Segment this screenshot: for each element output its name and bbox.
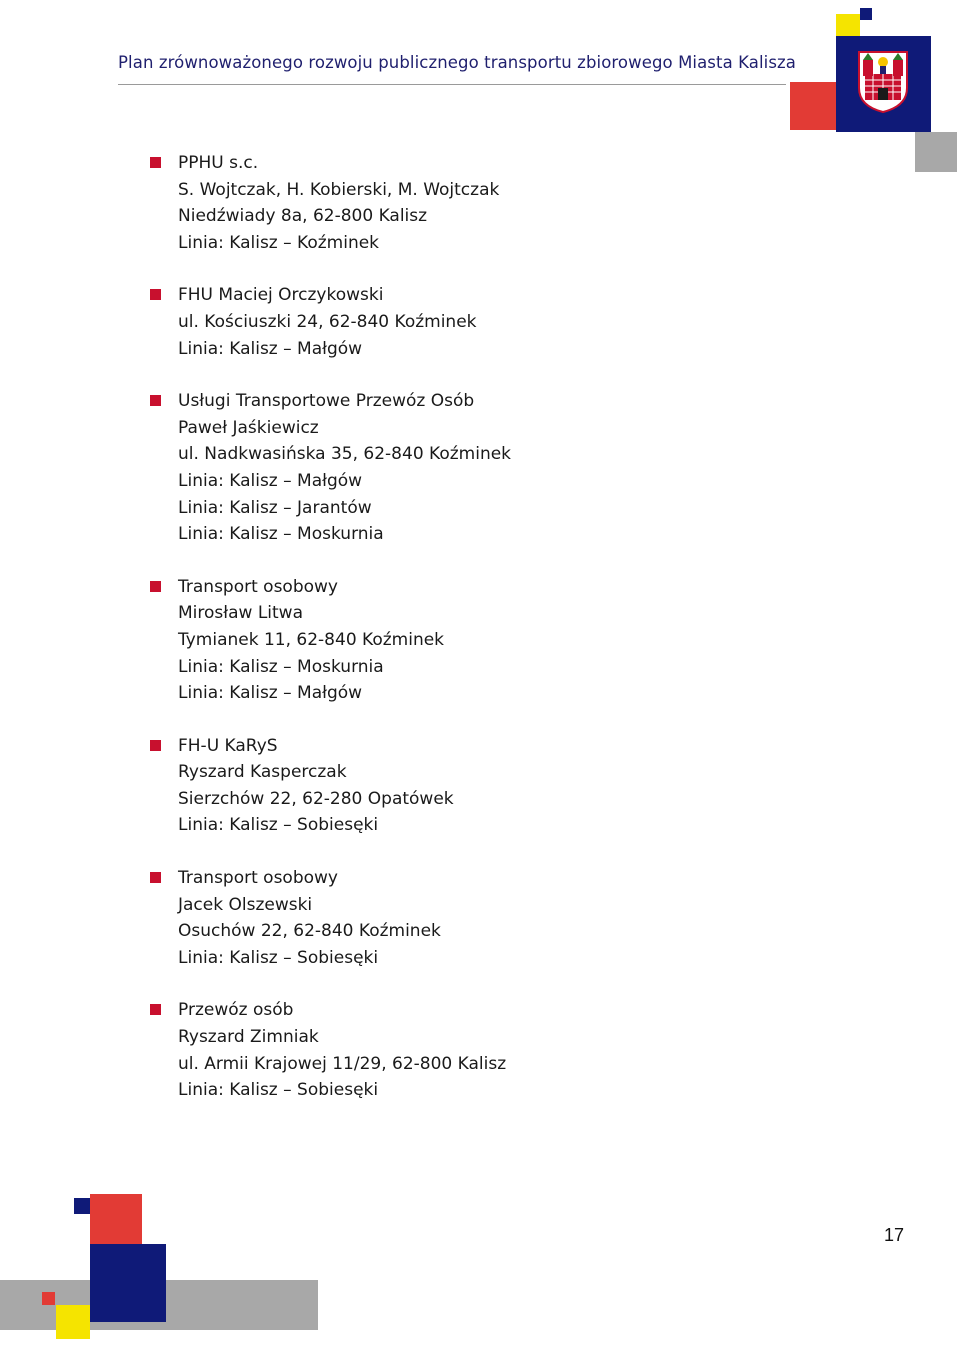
deco-square-navy-small-bottom <box>74 1198 90 1214</box>
red-square-bullet-icon <box>150 289 161 300</box>
entry-route-line: Linia: Kalisz – Sobiesęki <box>178 815 379 836</box>
deco-square-red-bottom <box>90 1194 142 1244</box>
deco-square-red-top <box>790 82 840 130</box>
entry-line: Jacek Olszewski <box>178 894 313 915</box>
carrier-list <box>150 150 750 1130</box>
entry-route-line: Linia: Kalisz – Małgów <box>178 338 363 359</box>
deco-square-gray-top <box>915 132 957 172</box>
entry-line: Transport osobowy <box>178 576 338 597</box>
entry-route-line: Linia: Kalisz – Małgów <box>178 470 363 491</box>
entry-route-line: Linia: Kalisz – Moskurnia <box>178 656 384 677</box>
entry-line: ul. Kościuszki 24, 62-840 Koźminek <box>178 311 477 332</box>
entry-line: Ryszard Kasperczak <box>178 762 347 783</box>
red-square-bullet-icon <box>150 581 161 592</box>
red-square-bullet-icon <box>150 740 161 751</box>
entry-line: Mirosław Litwa <box>178 603 304 624</box>
deco-square-navy-bottom <box>90 1244 166 1322</box>
entry-line: Ryszard Zimniak <box>178 1027 319 1048</box>
list-item <box>150 574 750 707</box>
entry-route-line: Linia: Kalisz – Sobiesęki <box>178 947 379 968</box>
deco-square-navy-small-top <box>860 8 872 20</box>
list-item <box>150 282 750 362</box>
entry-line: Paweł Jaśkiewicz <box>178 417 319 438</box>
entry-route-line: Linia: Kalisz – Małgów <box>178 683 363 704</box>
page-header-title: Plan zrównoważonego rozwoju publicznego transportu zbiorowego Miasta Kalisza <box>118 53 797 72</box>
entry-line: Przewóz osób <box>178 1000 294 1021</box>
entry-line: ul. Nadkwasińska 35, 62-840 Koźminek <box>178 444 512 465</box>
entry-line: ul. Armii Krajowej 11/29, 62-800 Kalisz <box>178 1053 507 1074</box>
entry-line: S. Wojtczak, H. Kobierski, M. Wojtczak <box>178 179 500 200</box>
list-item <box>150 733 750 839</box>
entry-line: Niedźwiady 8a, 62-800 Kalisz <box>178 206 428 227</box>
page-number: 17 <box>884 1225 905 1245</box>
entry-line: Sierzchów 22, 62-280 Opatówek <box>178 788 454 809</box>
entry-line: Transport osobowy <box>178 868 338 889</box>
entry-route-line: Linia: Kalisz – Jarantów <box>178 497 372 518</box>
entry-route-line: Linia: Kalisz – Moskurnia <box>178 524 384 545</box>
header-divider <box>118 84 786 85</box>
list-item <box>150 865 750 971</box>
list-item <box>150 997 750 1103</box>
entry-line: FHU Maciej Orczykowski <box>178 285 384 306</box>
deco-square-yellow-bottom <box>56 1305 90 1339</box>
entry-route-line: Linia: Kalisz – Koźminek <box>178 232 380 253</box>
entry-line: Tymianek 11, 62-840 Koźminek <box>178 629 445 650</box>
entry-line: PPHU s.c. <box>178 153 259 173</box>
list-item <box>150 150 750 256</box>
list-item <box>150 388 750 548</box>
red-square-bullet-icon <box>150 395 161 406</box>
red-square-bullet-icon <box>150 1004 161 1015</box>
deco-square-yellow-top <box>836 14 860 38</box>
kalisz-coat-of-arms-icon <box>855 48 911 114</box>
red-square-bullet-icon <box>150 872 161 883</box>
entry-line: Osuchów 22, 62-840 Koźminek <box>178 921 441 942</box>
entry-route-line: Linia: Kalisz – Sobiesęki <box>178 1080 379 1101</box>
entry-line: Usługi Transportowe Przewóz Osób <box>178 391 475 412</box>
deco-square-red-small-bottom <box>42 1292 55 1305</box>
entry-line: FH-U KaRyS <box>178 735 278 756</box>
red-square-bullet-icon <box>150 157 161 168</box>
